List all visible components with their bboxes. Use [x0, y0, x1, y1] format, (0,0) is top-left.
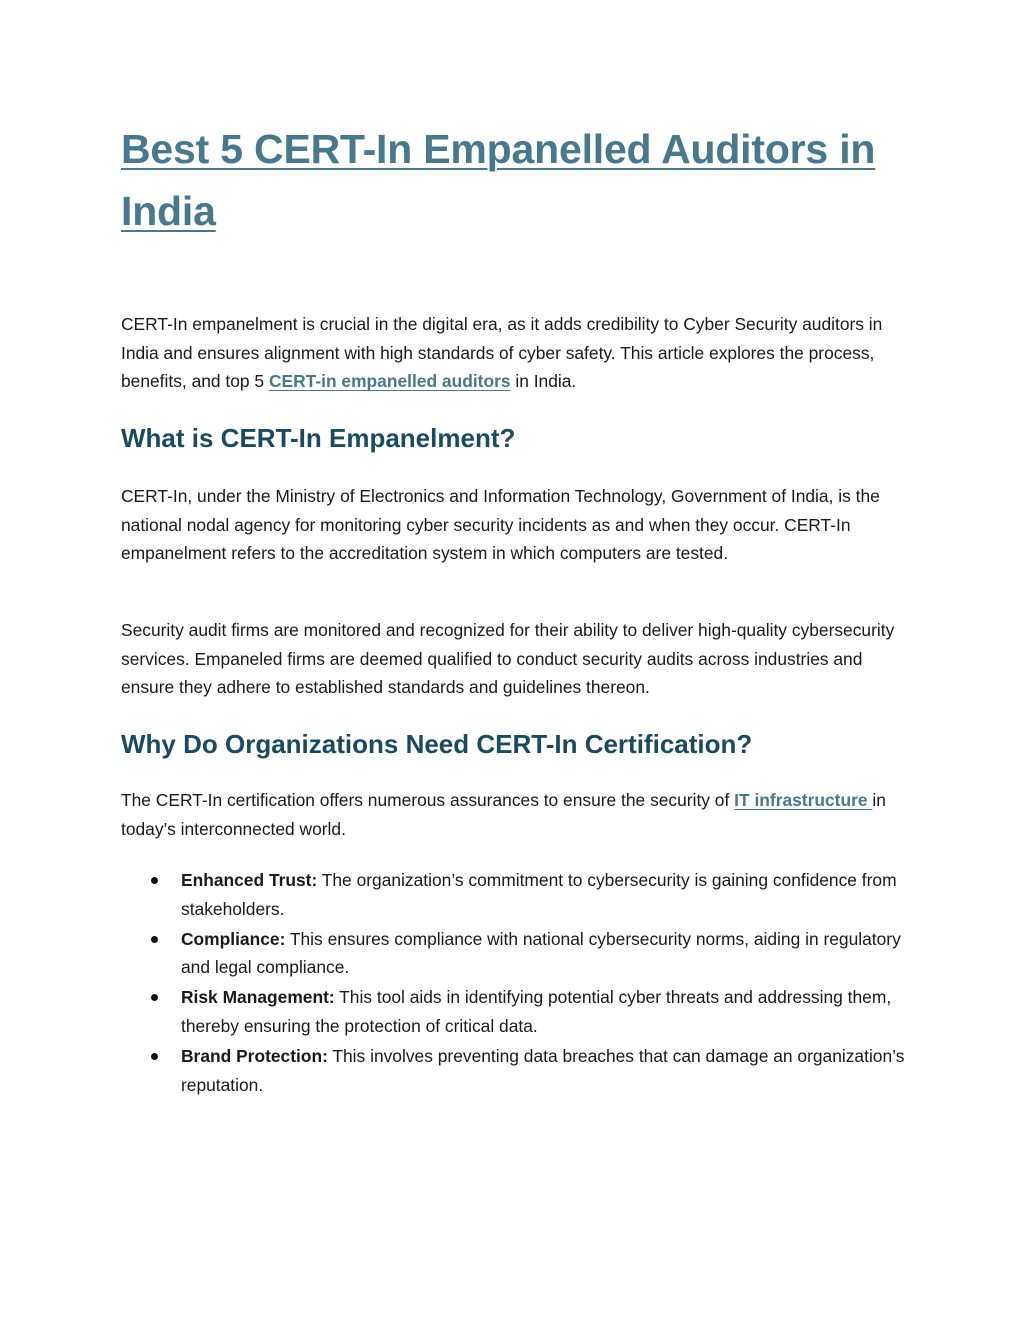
title-link[interactable]: Best 5 CERT-In Empanelled Auditors in India — [121, 126, 876, 234]
intro-text-end: in India. — [510, 371, 577, 392]
cert-in-auditors-link[interactable]: CERT-in empanelled auditors — [268, 371, 511, 392]
section-heading-why-need: Why Do Organizations Need CERT-In Certification? — [121, 729, 753, 759]
list-item-term: Compliance: — [181, 928, 286, 949]
intro-paragraph — [121, 310, 911, 396]
it-infrastructure-link[interactable]: IT infrastructure — [734, 790, 873, 810]
list-item — [121, 983, 911, 1040]
list-item — [121, 866, 911, 923]
section2-text-start: The CERT-In certification offers numerous assurances to ensure the security of — [121, 790, 735, 810]
benefits-list — [121, 866, 911, 1101]
list-item-text: This tool aids in identifying potential cyber threats and addressing them, thereby ensuring the protection of critical data. — [181, 987, 892, 1036]
bullet-icon — [151, 1053, 158, 1060]
bullet-icon — [151, 994, 158, 1001]
intro-text-start: CERT-In empanelment is crucial in the digital era, as it adds credibility to Cyber Security auditors in India and ensures alignment with high standards of cyber safety. This article explores the process, benefits, and top 5 — [121, 314, 883, 392]
bullet-icon — [151, 936, 158, 943]
list-item — [121, 1042, 911, 1099]
section2-text-end: in today’s interconnected world. — [121, 790, 886, 839]
list-item-text: This ensures compliance with national cybersecurity norms, aiding in regulatory and legal compliance. — [181, 928, 901, 978]
list-item — [121, 925, 911, 982]
bullet-icon — [151, 877, 158, 884]
section1-paragraph-1: CERT-In, under the Ministry of Electronics and Information Technology, Government of India, is the national nodal agency for monitoring cyber security incidents as and when they occur. CERT-In empanelment refers to the accreditation system in which computers are tested. — [121, 486, 880, 564]
section-heading-what-is: What is CERT-In Empanelment? — [121, 423, 516, 453]
section1-paragraph-2: Security audit firms are monitored and recognized for their ability to deliver high-quality cybersecurity services. Empaneled firms are deemed qualified to conduct security audits across industries and ensure they adhere to established standards and guidelines thereon. — [121, 620, 895, 698]
list-item-term: Risk Management: — [181, 987, 335, 1008]
page-title — [121, 118, 911, 242]
list-item-text: The organization’s commitment to cybersecurity is gaining confidence from stakeholders. — [181, 870, 897, 919]
section2-paragraph-1 — [121, 786, 911, 843]
list-item-term: Brand Protection: — [181, 1046, 328, 1067]
list-item-text: This involves preventing data breaches that can damage an organization’s reputation. — [181, 1046, 905, 1095]
list-item-term: Enhanced Trust: — [181, 870, 318, 890]
